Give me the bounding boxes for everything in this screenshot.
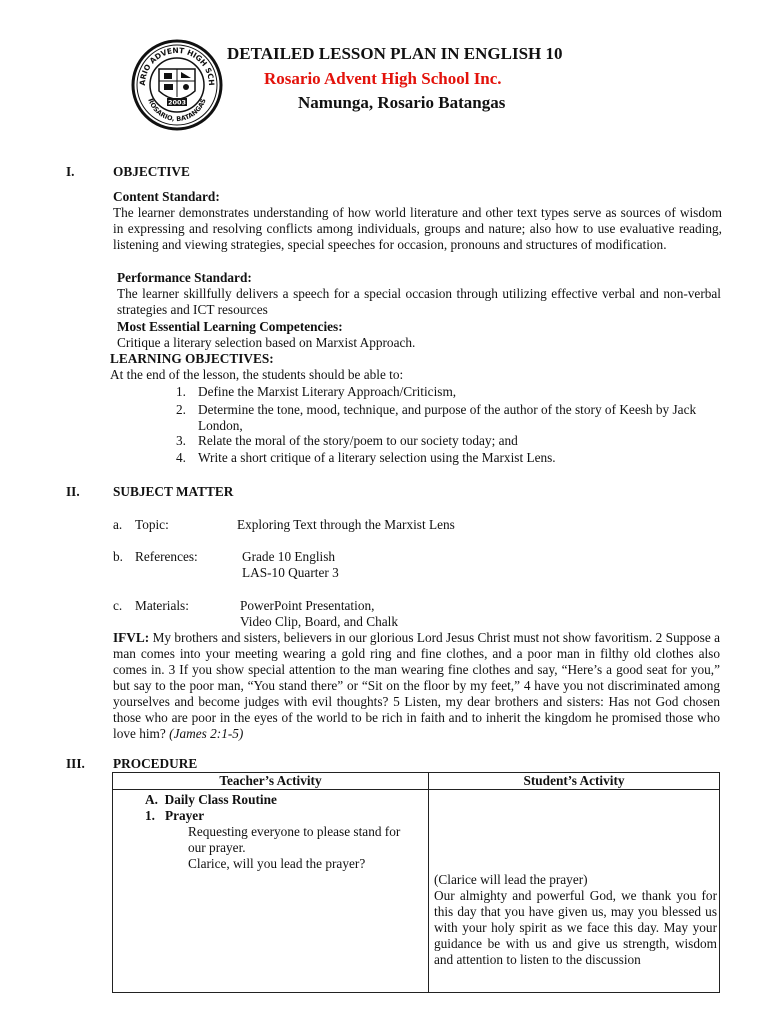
routine-title: Daily Class Routine bbox=[164, 792, 277, 807]
topic-value: Exploring Text through the Marxist Lens bbox=[237, 517, 455, 532]
topic-label: Topic: bbox=[135, 517, 169, 532]
materials-letter: c. bbox=[113, 598, 123, 613]
ifvl-text: My brothers and sisters, believers in our glorious Lord Jesus Christ must not show favoritism. 2 Suppose a man comes into your meeting wearing a gold ring and fine clothes, and a poor man in filthy old clothes also comes in. 3 If you show special attention to the man wearing fine clothes and say, “Here’s a good seat for you,” but say to the poor man, “You stand there” or “Sit on the floor by my feet,” 4 have you not discriminated among yourselves and become judges with evil thoughts? 5 Listen, my dear brothers and sisters: Has not God chosen those who are poor in the eyes of the world to be rich in faith and to inherit the kingdom he promised those who love him? bbox=[113, 630, 720, 741]
performance-standard-label: Performance Standard: bbox=[117, 270, 252, 285]
objective-item-1: Define the Marxist Literary Approach/Criticism, bbox=[198, 384, 457, 399]
school-seal bbox=[131, 39, 223, 131]
student-note: (Clarice will lead the prayer) bbox=[434, 872, 588, 887]
section-number-procedure: III. bbox=[66, 756, 85, 771]
performance-standard-text: The learner skillfully delivers a speech for a special occasion through utilizing effective verbal and non-verbal strategies and ICT resources bbox=[117, 286, 721, 317]
teacher-prayer-lead-question: Clarice, will you lead the prayer? bbox=[188, 856, 366, 871]
student-activity-header: Student’s Activity bbox=[429, 773, 720, 790]
section-title-procedure: PROCEDURE bbox=[113, 756, 198, 771]
references-letter: b. bbox=[113, 549, 123, 564]
routine-letter: A. bbox=[145, 792, 158, 807]
school-address: Namunga, Rosario Batangas bbox=[298, 93, 506, 112]
ifvl-reference: (James 2:1-5) bbox=[169, 726, 244, 741]
objective-item-3-number: 3. bbox=[176, 433, 186, 448]
section-number-objective: I. bbox=[66, 164, 75, 179]
svg-text:ROSARIO ADVENT HIGH SCHOOL: ARIO ADVENT HIGH SCH bbox=[137, 45, 217, 86]
content-standard-text: The learner demonstrates understanding of how world literature and other text types serve as sources of wisdom in expressing and resolving conflicts among individuals, groups and nature; also how to use evaluative reading, listening and viewing strategies, special speeches for occasion, pronouns and structures of modification. bbox=[113, 205, 722, 252]
student-activity-cell bbox=[429, 790, 720, 993]
objective-item-2: Determine the tone, mood, technique, and purpose of the author of the story of Keesh by Jack London, bbox=[198, 402, 697, 433]
prayer-number: 1. bbox=[145, 808, 155, 823]
melc-text: Critique a literary selection based on Marxist Approach. bbox=[117, 335, 416, 350]
learning-objectives-intro: At the end of the lesson, the students should be able to: bbox=[110, 367, 404, 382]
table-row bbox=[113, 790, 720, 993]
learning-objectives-label: LEARNING OBJECTIVES: bbox=[110, 351, 274, 366]
objective-item-1-number: 1. bbox=[176, 384, 186, 399]
section-title-objective: OBJECTIVE bbox=[113, 164, 190, 179]
prayer-heading bbox=[145, 808, 204, 824]
prayer-title: Prayer bbox=[164, 808, 205, 823]
teacher-activity-cell bbox=[113, 790, 429, 993]
materials-label: Materials: bbox=[135, 598, 189, 613]
teacher-activity-header: Teacher’s Activity bbox=[113, 773, 429, 790]
routine-heading bbox=[145, 792, 277, 808]
objective-item-4-number: 4. bbox=[176, 450, 186, 465]
section-number-subject-matter: II. bbox=[66, 484, 80, 499]
procedure-table-header bbox=[113, 773, 720, 790]
school-name: Rosario Advent High School Inc. bbox=[264, 69, 502, 88]
objective-item-4: Write a short critique of a literary selection using the Marxist Lens. bbox=[198, 450, 556, 465]
melc-label: Most Essential Learning Competencies: bbox=[117, 319, 343, 334]
objective-item-2-number: 2. bbox=[176, 402, 186, 417]
ifvl-paragraph bbox=[113, 630, 720, 742]
ifvl-label: IFVL: bbox=[113, 630, 150, 645]
svg-text:ROSARIO, BATANGAS: ROSARIO, BATANGAS bbox=[146, 97, 208, 124]
svg-text:2003: 2003 bbox=[167, 98, 187, 107]
material-1: PowerPoint Presentation, bbox=[240, 598, 375, 613]
topic-letter: a. bbox=[113, 517, 123, 532]
section-title-subject-matter: SUBJECT MATTER bbox=[113, 484, 234, 499]
material-2: Video Clip, Board, and Chalk bbox=[240, 614, 399, 629]
content-standard-label: Content Standard: bbox=[113, 189, 220, 204]
reference-1: Grade 10 English bbox=[242, 549, 336, 564]
procedure-table bbox=[112, 772, 720, 993]
document-title: DETAILED LESSON PLAN IN ENGLISH 10 bbox=[227, 44, 563, 63]
teacher-prayer-request: Requesting everyone to please stand for our prayer. bbox=[188, 824, 401, 855]
reference-2: LAS-10 Quarter 3 bbox=[242, 565, 339, 580]
objective-item-3: Relate the moral of the story/poem to our society today; and bbox=[198, 433, 518, 448]
student-prayer: Our almighty and powerful God, we thank you for this day that you have given us, may you blessed us with your holy spirit as we face this day. May your guidance be with us and give us strength, wisdom and attention to listen to the discussion bbox=[434, 888, 717, 967]
references-label: References: bbox=[135, 549, 198, 564]
